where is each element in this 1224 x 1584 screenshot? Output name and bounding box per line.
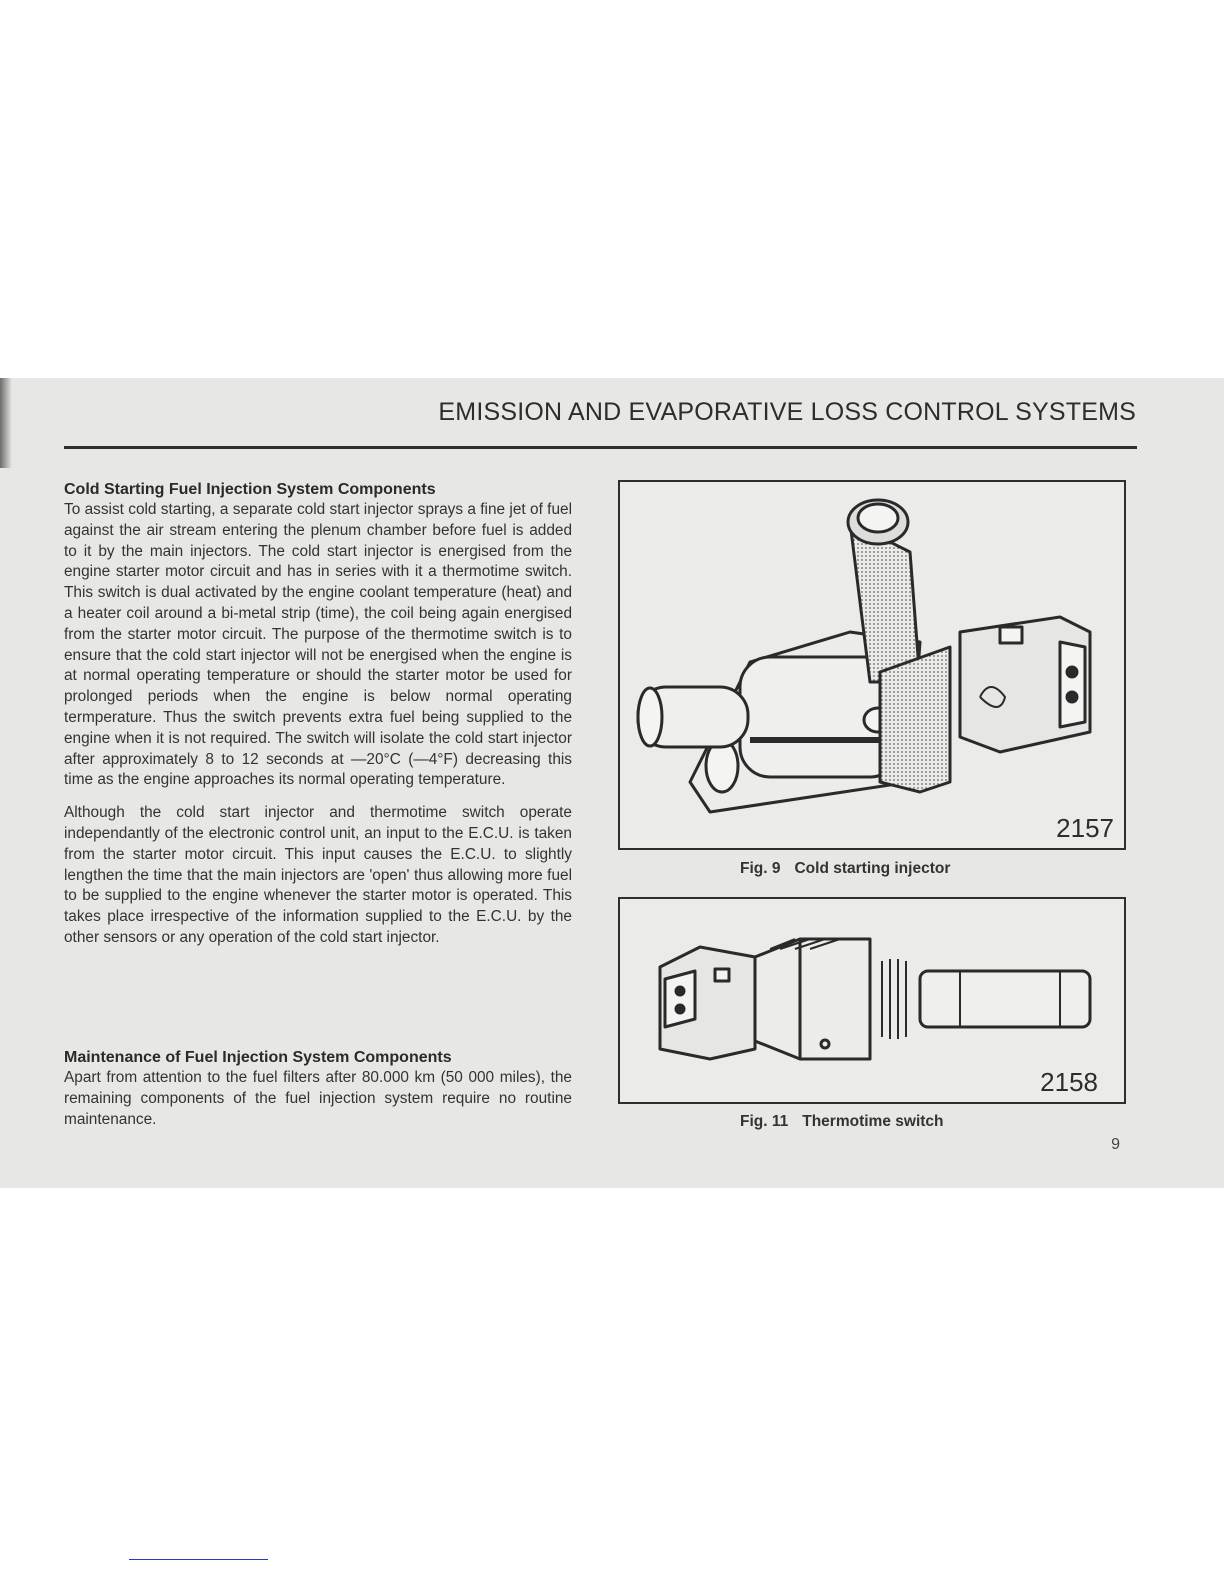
figure-9-caption (740, 860, 950, 878)
section-heading-cold-starting: Cold Starting Fuel Injection System Components (64, 481, 436, 498)
cold-starting-paragraph-2: Although the cold start injector and thermotime switch operate independantly of the electronic control unit, an input to the E.C.U. is taken from the starter motor circuit. This input causes the E.C.U. to slightly lengthen the time that the main injectors are 'open' thus allowing more fuel to be supplied to the engine whenever the starter motor is operated. This takes place irrespective of the information supplied to the E.C.U. by the other sensors or any operation of the cold start injector. (64, 804, 572, 946)
maintenance-section (64, 1048, 572, 1130)
figure-9-label: Fig. 9 (740, 860, 781, 877)
header-rule (64, 446, 1137, 449)
figure-thermotime-switch (618, 897, 1126, 1104)
figure-11-caption (740, 1113, 944, 1131)
figure-11-label: Fig. 11 (740, 1113, 789, 1130)
cold-starting-paragraph-1: To assist cold starting, a separate cold start injector sprays a fine jet of fuel against the air stream entering the plenum chamber before fuel is added to it by the main injectors. The cold start injector is energised from the engine starter motor circuit and has in series with it a thermotime switch. This switch is dual activated by the engine coolant temperature (heat) and a heater coil around a bi-metal strip (time), the coil being again energised from the starter motor circuit. The purpose of the thermotime switch is to ensure that the cold start injector will not be energised when the engine is at normal operating temperature or should the starter motor be used for prolonged periods when the engine is below normal operating termperature. Thus the switch prevents extra fuel being supplied to the engine when it is not required. The switch will isolate the cold start injector after approximately 8 to 12 seconds at —20°C (—4°F) decreasing this time as the engine approaches its normal operating temperature. (64, 501, 572, 789)
binding-shadow (0, 378, 12, 468)
figure-number-2158: 2158 (1036, 1067, 1102, 1098)
figure-cold-starting-injector (618, 480, 1126, 850)
figure-11-title: Thermotime switch (802, 1113, 944, 1130)
figure-9-title: Cold starting injector (794, 860, 951, 877)
cold-starting-injector-drawing (620, 482, 1124, 848)
maintenance-paragraph: Apart from attention to the fuel filters after 80.000 km (50 000 miles), the remaining components of the fuel injection system require no routine maintenance. (64, 1069, 572, 1128)
figure-number-2157: 2157 (1052, 813, 1118, 844)
footnote-rule (129, 1559, 268, 1560)
cold-starting-section (64, 480, 572, 949)
page-number: 9 (1111, 1136, 1120, 1153)
section-heading-maintenance: Maintenance of Fuel Injection System Components (64, 1049, 452, 1066)
running-head: EMISSION AND EVAPORATIVE LOSS CONTROL SYSTEMS (438, 398, 1136, 426)
